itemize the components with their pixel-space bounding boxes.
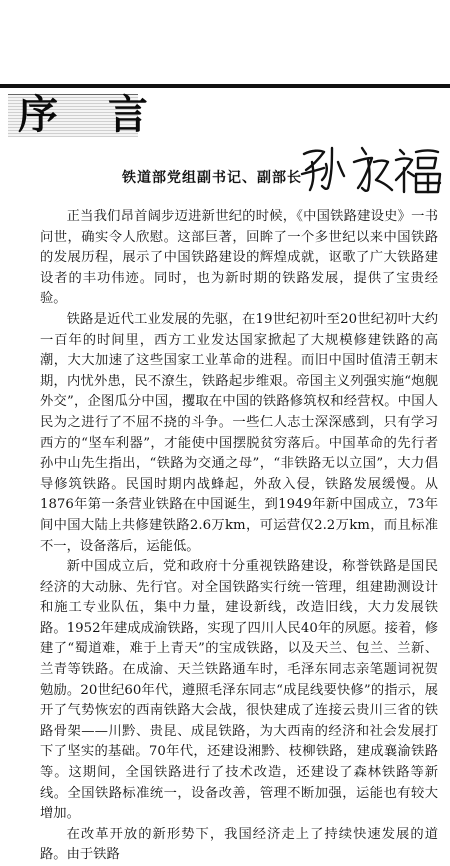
section-heading: 序 言 (18, 91, 166, 138)
author-title: 铁道部党组副书记、副部长 (122, 170, 302, 186)
signature (298, 140, 448, 195)
paragraph-2: 铁路是近代工业发展的先驱，在19世纪初叶至20世纪初叶大约一百年的时间里，西方工业发达国家掀起了大规模修建铁路的高潮，大大加速了这些国家工业革命的进程。而旧中国时值清王朝末期，内忧外患，民不潦生，铁路起步维艰。帝国主义列强实施“炮舰外交”，企图瓜分中国，攫取在中国的铁路修筑权和经营权。中国人民为之进行了不屈不挠的斗争。一些仁人志士深深感到，只有学习西方的“坚车利器”，才能使中国摆脱贫穷落后。中国革命的先行者孙中山先生指出，“铁路为交通之母”，“非铁路无以立国”，大力倡导修筑铁路。民国时期内战蜂起，外敌入侵，铁路发展缓慢。从1876年第一条营业铁路在中国诞生，到1949年新中国成立，73年间中国大陆上共修建铁路2.6万km，可运营仅2.2万km，而且标准不一，设备落后，运能低。 (40, 311, 438, 554)
paragraph-3: 新中国成立后，党和政府十分重视铁路建设，称誉铁路是国民经济的大动脉、先行官。对全国铁路实行统一管理，组建勘测设计和施工专业队伍，集中力量，建设新线，改造旧线，大力发展铁路。1952年建成成渝铁路，实现了四川人民40年的夙愿。接着，修建了“蜀道难，难于上青天”的宝成铁路，以及天兰、包兰、兰新、兰青等铁路。在成渝、天兰铁路通车时，毛泽东同志亲笔题词祝贺勉励。20世纪60年代，遵照毛泽东同志“成昆线要快修”的指示，展开了气势恢宏的西南铁路大会战，很快建成了连接云贵川三省的铁路骨架——川黔、贵昆、成昆铁路，为大西南的经济和社会发展打下了坚实的基础。70年代，还建设湘黔、枝柳铁路，建成襄渝铁路等。这期间，全国铁路进行了技术改造，还建设了森林铁路等新线。全国铁路标准统一，设备改善，管理不断加强，运能也有较大增加。 (40, 559, 438, 822)
paragraph-4: 在改革开放的新形势下，我国经济走上了持续快速发展的道路。由于铁路 (40, 826, 438, 863)
paragraph-1: 正当我们昂首阔步迈进新世纪的时候，《中国铁路建设史》一书问世，确实令人欣慰。这部巨著，回眸了一个多世纪以来中国铁路的发展历程，展示了中国铁路建设的辉煌成就，讴歌了广大铁路建设者的丰功伟迹。同时，也为新时期的铁路发展，提供了宝贵经验。 (40, 209, 438, 307)
preface-body (40, 207, 438, 866)
